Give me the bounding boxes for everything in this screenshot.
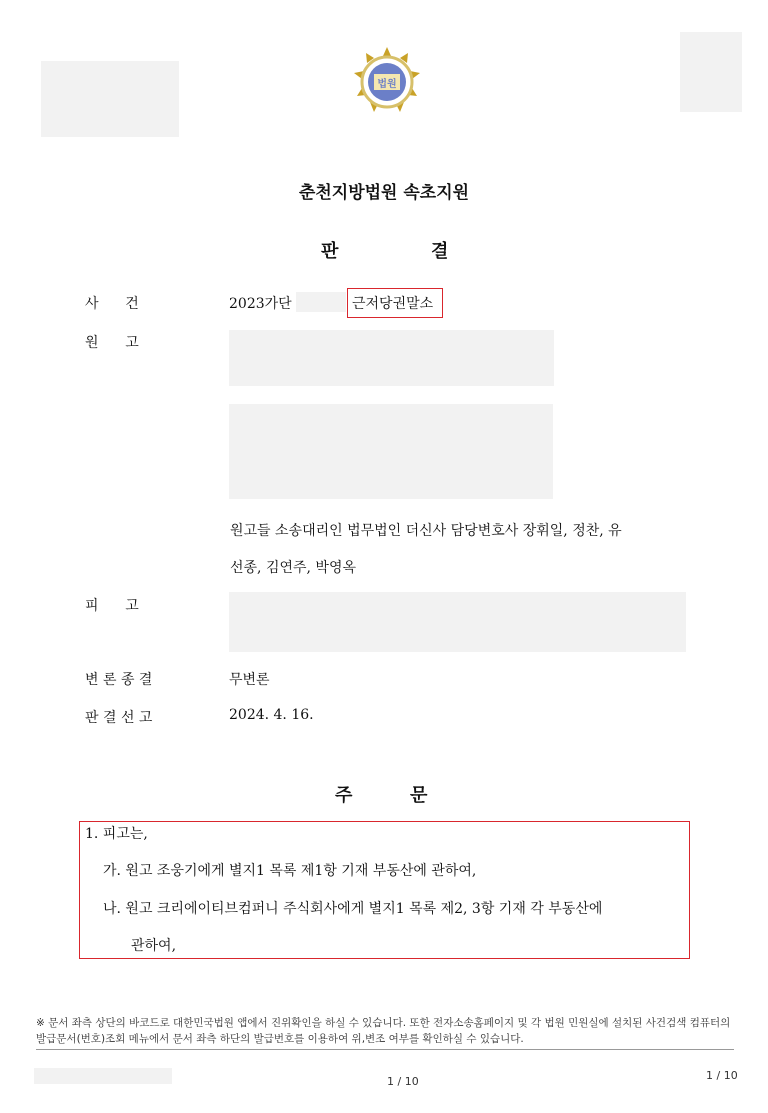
doc-title-char-1: 판: [321, 241, 339, 262]
order-item-na-cont: 관하여,: [131, 938, 177, 954]
plaintiff-label: 원 고: [85, 335, 139, 351]
case-number: 2023가단: [229, 296, 292, 312]
redacted-barcode-area: [41, 61, 179, 137]
closing-value: 무변론: [229, 672, 270, 688]
doc-title-char-2: 결: [431, 241, 449, 262]
redacted-issue-number: [34, 1068, 172, 1084]
court-name: 춘천지방법원 속초지원: [298, 183, 470, 203]
ruling-date-value: 2024. 4. 16.: [229, 707, 314, 723]
redacted-plaintiff-1: [229, 330, 554, 386]
order-title-char-2: 문: [410, 785, 428, 806]
redacted-corner-area: [680, 32, 742, 112]
emblem-label: 법원: [377, 79, 397, 90]
closing-label: 변 론 종 결: [85, 672, 153, 688]
redacted-plaintiff-2: [229, 404, 553, 499]
order-item-na: 나. 원고 크리에이티브컴퍼니 주식회사에게 별지1 목록 제2, 3항 기재 각 부동산에: [103, 901, 603, 917]
order-title-char-1: 주: [335, 785, 353, 806]
counsel-line-2: 선종, 김연주, 박영옥: [230, 560, 356, 576]
order-item-1: 1. 피고는,: [85, 826, 148, 842]
page-number-center: 1 / 10: [387, 1075, 419, 1088]
redacted-defendant: [229, 592, 686, 652]
order-item-ga: 가. 원고 조웅기에게 별지1 목록 제1항 기재 부동산에 관하여,: [103, 863, 477, 879]
authentication-notice: ※ 문서 좌측 상단의 바코드로 대한민국법원 앱에서 진위확인을 하실 수 있습니다. 또한 전자소송홈페이지 및 각 법원 민원실에 설치된 사건검색 컴퓨터의 발급문서(번호)조회 메뉴에서 문서 좌측 하단의 발급번호를 이용하여 위,변조 여부를 확인하실 수 있습니다.: [36, 1015, 734, 1050]
court-emblem-icon: [350, 44, 424, 118]
redacted-case-number: [296, 292, 346, 312]
defendant-label: 피 고: [85, 598, 139, 614]
ruling-date-label: 판 결 선 고: [85, 710, 153, 726]
case-name: 근저당권말소: [352, 296, 434, 312]
page-number-right: 1 / 10: [706, 1069, 738, 1082]
counsel-line-1: 원고들 소송대리인 법무법인 더신사 담당변호사 장휘일, 정찬, 유: [230, 523, 622, 539]
case-label: 사 건: [85, 296, 139, 312]
